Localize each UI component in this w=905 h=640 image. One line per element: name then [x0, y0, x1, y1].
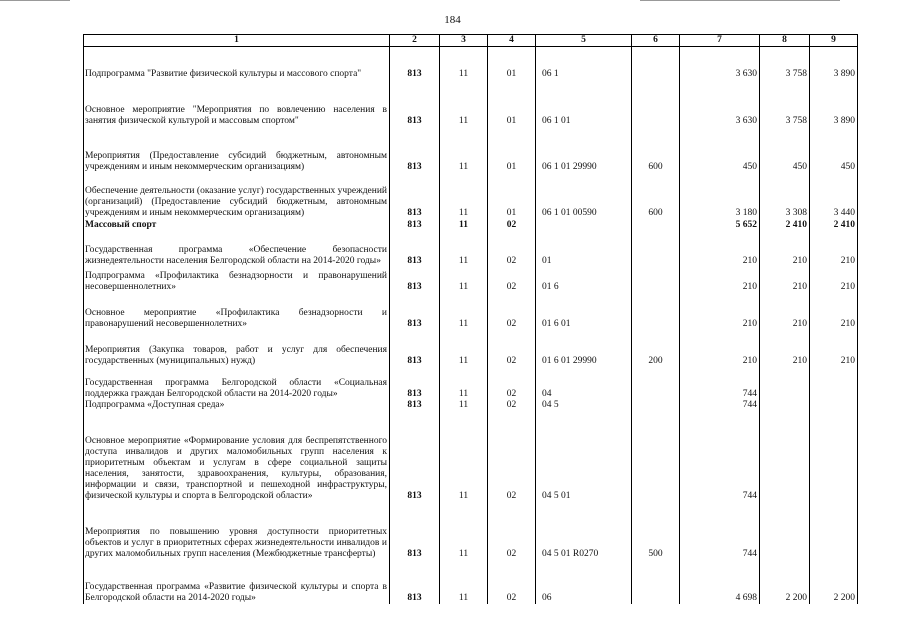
cell-v2: 210 [760, 231, 810, 267]
cell-v3: 2 410 [810, 219, 858, 231]
cell-rz: 11 [440, 367, 488, 400]
cell-name: Массовый спорт [84, 219, 390, 231]
cell-v1: 3 180 [680, 173, 760, 219]
table-row [84, 367, 858, 400]
cell-rz: 11 [440, 502, 488, 560]
cell-v2: 210 [760, 330, 810, 367]
cell-name: Государственная программа «Обеспечение безопасности жизнедеятельности населения Белгородской области на 2014-2020 годы» [84, 231, 390, 267]
cell-csr: 04 5 01 R0270 [536, 502, 632, 560]
col-header: 1 [84, 35, 390, 47]
cell-vr: 200 [632, 330, 680, 367]
cell-rz: 11 [440, 219, 488, 231]
cell-v3: 3 440 [810, 173, 858, 219]
cell-name: Основное мероприятие "Мероприятия по вовлечению населения в занятия физической культурой и массовым спортом" [84, 80, 390, 127]
cell-v1: 450 [680, 127, 760, 173]
header-row [84, 35, 858, 47]
cell-v3: 2 200 [810, 560, 858, 604]
cell-pr: 02 [488, 560, 536, 604]
cell-grp: 813 [390, 367, 440, 400]
cell-v3: 450 [810, 127, 858, 173]
cell-grp: 813 [390, 173, 440, 219]
cell-pr: 02 [488, 367, 536, 400]
cell-pr: 02 [488, 231, 536, 267]
cell-grp: 813 [390, 293, 440, 330]
col-header: 7 [680, 35, 760, 47]
cell-csr: 06 1 01 00590 [536, 173, 632, 219]
cell-v2: 2 410 [760, 219, 810, 231]
cell-pr: 01 [488, 80, 536, 127]
budget-table [83, 34, 858, 604]
table-row [84, 127, 858, 173]
cell-pr: 02 [488, 219, 536, 231]
table-row [84, 267, 858, 293]
cell-v3: 210 [810, 231, 858, 267]
cell-v1: 210 [680, 267, 760, 293]
cell-v3 [810, 400, 858, 411]
col-header: 5 [536, 35, 632, 47]
cell-v1: 210 [680, 231, 760, 267]
table-row [84, 231, 858, 267]
cell-grp: 813 [390, 47, 440, 80]
cell-name: Основное мероприятие «Профилактика безнадзорности и правонарушений несовершеннолетних» [84, 293, 390, 330]
cell-grp: 813 [390, 502, 440, 560]
cell-name: Мероприятия (Предоставление субсидий бюджетным, автономным учреждениям и иным некоммерческим организациям) [84, 127, 390, 173]
table-row [84, 560, 858, 604]
cell-pr: 02 [488, 502, 536, 560]
cell-v1: 210 [680, 330, 760, 367]
cell-rz: 11 [440, 293, 488, 330]
cell-v2 [760, 411, 810, 502]
table-row [84, 293, 858, 330]
cell-vr [632, 231, 680, 267]
cell-v2: 210 [760, 293, 810, 330]
col-header: 8 [760, 35, 810, 47]
cell-pr: 02 [488, 267, 536, 293]
cell-v3 [810, 367, 858, 400]
cell-v3: 210 [810, 267, 858, 293]
cell-vr [632, 219, 680, 231]
col-header: 9 [810, 35, 858, 47]
cell-vr [632, 411, 680, 502]
cell-csr: 06 1 01 29990 [536, 127, 632, 173]
table-row [84, 411, 858, 502]
cell-v2: 450 [760, 127, 810, 173]
table-row [84, 47, 858, 80]
cell-pr: 01 [488, 173, 536, 219]
cell-csr: 06 [536, 560, 632, 604]
cell-rz: 11 [440, 267, 488, 293]
cell-v1: 744 [680, 411, 760, 502]
cell-vr: 600 [632, 127, 680, 173]
cell-rz: 11 [440, 173, 488, 219]
cell-csr: 01 [536, 231, 632, 267]
cell-v3 [810, 411, 858, 502]
cell-pr: 02 [488, 411, 536, 502]
cell-v1: 3 630 [680, 80, 760, 127]
cell-rz: 11 [440, 400, 488, 411]
cell-v2 [760, 502, 810, 560]
cell-name: Подпрограмма "Развитие физической культуры и массового спорта" [84, 47, 390, 80]
cell-v1: 4 698 [680, 560, 760, 604]
cell-vr [632, 367, 680, 400]
cell-vr [632, 47, 680, 80]
cell-v2 [760, 400, 810, 411]
cell-grp: 813 [390, 411, 440, 502]
cell-csr: 04 5 [536, 400, 632, 411]
cell-v2: 210 [760, 267, 810, 293]
cell-v3 [810, 502, 858, 560]
cell-csr: 04 5 01 [536, 411, 632, 502]
cell-name: Мероприятия по повышению уровня доступности приоритетных объектов и услуг в приоритетных сферах жизнедеятельности инвалидов и других маломобильных групп населения (Межбюджетные трансферты) [84, 502, 390, 560]
cell-name: Подпрограмма «Профилактика безнадзорности и правонарушений несовершеннолетних» [84, 267, 390, 293]
table-row [84, 219, 858, 231]
cell-vr [632, 267, 680, 293]
cell-name: Государственная программа Белгородской области «Социальная поддержка граждан Белгородской области на 2014-2020 годы» [84, 367, 390, 400]
cell-rz: 11 [440, 80, 488, 127]
cell-v3: 210 [810, 293, 858, 330]
cell-v3: 3 890 [810, 47, 858, 80]
table-row [84, 80, 858, 127]
cell-v1: 5 652 [680, 219, 760, 231]
cell-vr [632, 293, 680, 330]
cell-v2: 3 758 [760, 47, 810, 80]
cell-name: Подпрограмма «Доступная среда» [84, 400, 390, 411]
cell-rz: 11 [440, 560, 488, 604]
cell-vr: 600 [632, 173, 680, 219]
cell-csr [536, 219, 632, 231]
cell-v3: 210 [810, 330, 858, 367]
cell-csr: 01 6 01 29990 [536, 330, 632, 367]
scan-edge-line [640, 0, 840, 1]
cell-grp: 813 [390, 219, 440, 231]
cell-csr: 06 1 [536, 47, 632, 80]
cell-pr: 02 [488, 293, 536, 330]
cell-csr: 04 [536, 367, 632, 400]
cell-v1: 3 630 [680, 47, 760, 80]
cell-vr: 500 [632, 502, 680, 560]
cell-vr [632, 400, 680, 411]
table-row [84, 173, 858, 219]
cell-v1: 744 [680, 400, 760, 411]
cell-name: Основное мероприятие «Формирование условия для беспрепятственного доступа инвалидов и других маломобильных групп населения к приоритетным объектам и услугам в сфере социальной защиты населения, занятости, здравоохранения, культуры, образования, информации и связи, транспортной и пешеходной инфраструктуры, физической культуры и спорта в Белгородской области» [84, 411, 390, 502]
cell-grp: 813 [390, 80, 440, 127]
cell-rz: 11 [440, 231, 488, 267]
cell-pr: 02 [488, 400, 536, 411]
cell-name: Обеспечение деятельности (оказание услуг) государственных учреждений (организаций) (Предоставление субсидий бюджетным, автономным учреждениям и иным некоммерческим организациям) [84, 173, 390, 219]
cell-v2: 3 758 [760, 80, 810, 127]
cell-rz: 11 [440, 411, 488, 502]
col-header: 4 [488, 35, 536, 47]
cell-v3: 3 890 [810, 80, 858, 127]
cell-v1: 744 [680, 502, 760, 560]
table-row [84, 400, 858, 411]
scan-edge-line [0, 0, 70, 1]
cell-vr [632, 80, 680, 127]
cell-pr: 01 [488, 47, 536, 80]
cell-name: Государственная программа «Развитие физической культуры и спорта в Белгородской области на 2014-2020 годы» [84, 560, 390, 604]
cell-grp: 813 [390, 267, 440, 293]
cell-v1: 744 [680, 367, 760, 400]
col-header: 2 [390, 35, 440, 47]
cell-rz: 11 [440, 47, 488, 80]
cell-grp: 813 [390, 231, 440, 267]
cell-csr: 01 6 [536, 267, 632, 293]
cell-csr: 06 1 01 [536, 80, 632, 127]
col-header: 3 [440, 35, 488, 47]
cell-pr: 01 [488, 127, 536, 173]
cell-v2: 3 308 [760, 173, 810, 219]
cell-v2 [760, 367, 810, 400]
cell-rz: 11 [440, 127, 488, 173]
table-row [84, 330, 858, 367]
col-header: 6 [632, 35, 680, 47]
cell-grp: 813 [390, 127, 440, 173]
cell-grp: 813 [390, 330, 440, 367]
cell-vr [632, 560, 680, 604]
page-number: 184 [444, 14, 461, 26]
cell-v1: 210 [680, 293, 760, 330]
cell-csr: 01 6 01 [536, 293, 632, 330]
cell-v2: 2 200 [760, 560, 810, 604]
table-row [84, 502, 858, 560]
cell-grp: 813 [390, 560, 440, 604]
cell-pr: 02 [488, 330, 536, 367]
cell-grp: 813 [390, 400, 440, 411]
cell-rz: 11 [440, 330, 488, 367]
cell-name: Мероприятия (Закупка товаров, работ и услуг для обеспечения государственных (муниципальных) нужд) [84, 330, 390, 367]
